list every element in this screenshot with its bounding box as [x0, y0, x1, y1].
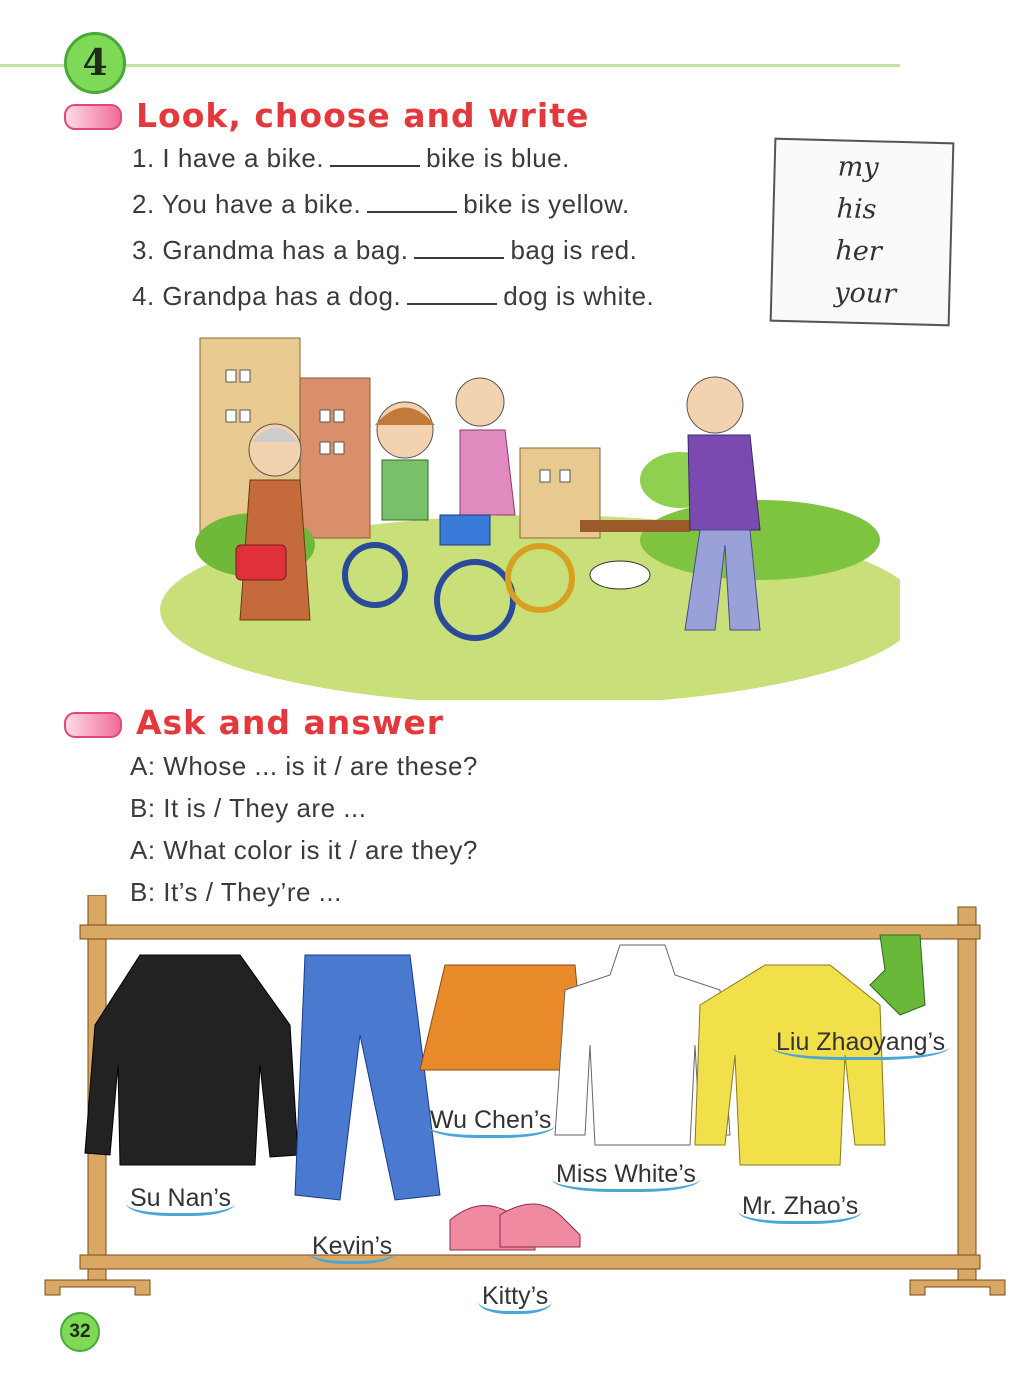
word-option: my	[837, 151, 879, 184]
exercise-2-after: bike is yellow.	[463, 189, 630, 219]
exercise-4-before: 4. Grandpa has a dog.	[132, 281, 402, 311]
dialogue-line-3: A: What color is it / are they?	[130, 835, 478, 865]
exercise-1-after: bike is blue.	[426, 143, 570, 173]
label-kevin: Kevin’s	[308, 1232, 396, 1264]
answer-blank-2[interactable]	[367, 189, 457, 213]
exercise-line-3	[132, 235, 637, 266]
exercise-line-1	[132, 143, 570, 174]
unit-badge: 4	[64, 32, 126, 94]
label-wu-chen: Wu Chen’s	[426, 1106, 555, 1138]
page-number: 32	[60, 1312, 100, 1352]
clothes-rack-illustration	[40, 895, 1010, 1315]
top-divider	[0, 64, 900, 67]
exercise-1-before: 1. I have a bike.	[132, 143, 325, 173]
section1-title: Look, choose and write	[136, 96, 590, 135]
section-marker-icon	[64, 104, 122, 130]
park-illustration	[160, 330, 900, 700]
dialogue-line-4: B: It’s / They’re ...	[130, 877, 342, 907]
label-miss-white: Miss White’s	[552, 1160, 700, 1192]
exercise-line-4	[132, 281, 654, 312]
dialogue-line-2: B: It is / They are ...	[130, 793, 367, 823]
word-option: her	[835, 235, 883, 268]
answer-blank-3[interactable]	[414, 235, 504, 259]
exercise-line-2	[132, 189, 630, 220]
section-marker-icon	[64, 712, 122, 738]
word-option: your	[833, 277, 897, 310]
exercise-2-before: 2. You have a bike.	[132, 189, 362, 219]
word-option: his	[836, 193, 877, 226]
dialogue-line-1: A: Whose ... is it / are these?	[130, 751, 478, 781]
answer-blank-4[interactable]	[407, 281, 497, 305]
answer-blank-1[interactable]	[330, 143, 420, 167]
exercise-3-after: bag is red.	[510, 235, 638, 265]
label-su-nan: Su Nan’s	[126, 1184, 235, 1216]
word-bank	[770, 138, 955, 327]
exercise-4-after: dog is white.	[503, 281, 655, 311]
exercise-3-before: 3. Grandma has a bag.	[132, 235, 409, 265]
label-mr-zhao: Mr. Zhao’s	[738, 1192, 862, 1224]
section2-title: Ask and answer	[136, 703, 445, 742]
label-kitty: Kitty’s	[478, 1282, 552, 1314]
label-liu-zhaoyang: Liu Zhaoyang’s	[772, 1028, 949, 1060]
